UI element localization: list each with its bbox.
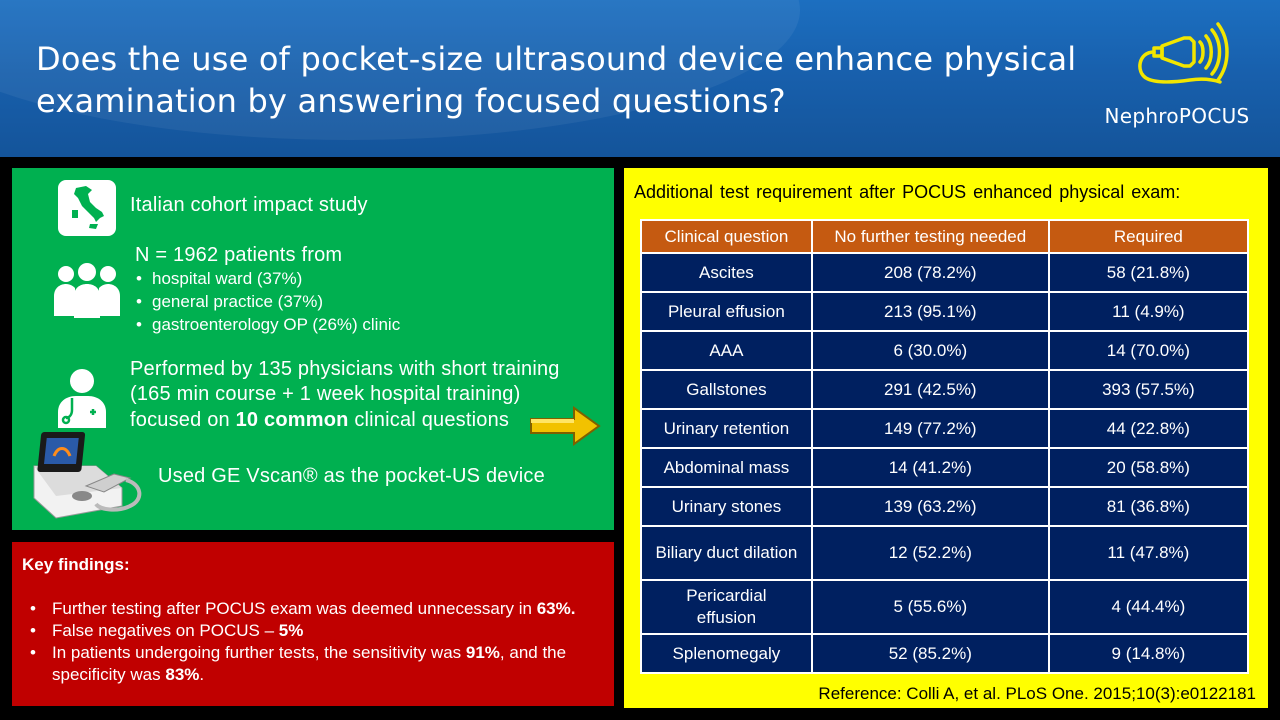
key-findings-panel: [12, 542, 614, 706]
logo-text: NephroPOCUS: [1104, 104, 1250, 128]
table-row: [641, 370, 1248, 409]
table-cell: 14 (41.2%): [812, 448, 1049, 487]
table-cell: 4 (44.4%): [1049, 580, 1248, 634]
performed-line-3-post: clinical questions: [348, 409, 510, 431]
table-cell: 6 (30.0%): [812, 331, 1049, 370]
finding-value: 83%: [165, 665, 200, 684]
table-row: [641, 253, 1248, 292]
table-row: [641, 292, 1248, 331]
table-row: [641, 331, 1248, 370]
performed-line-3-pre: focused on: [130, 409, 236, 431]
finding-value: 5%: [278, 621, 304, 640]
finding-item: [22, 598, 612, 620]
table-cell: 14 (70.0%): [1049, 331, 1248, 370]
table-cell: 208 (78.2%): [812, 253, 1049, 292]
table-cell: 139 (63.2%): [812, 487, 1049, 526]
logo: [1092, 18, 1262, 138]
ultrasound-probe-logo-icon: [1132, 18, 1232, 103]
italy-map-icon: [58, 180, 116, 236]
column-header: Clinical question: [641, 220, 812, 253]
table-row: [641, 526, 1248, 580]
cohort-label: Italian cohort impact study: [130, 194, 368, 216]
table-cell: Urinary retention: [641, 409, 812, 448]
finding-value: 63%.: [536, 599, 576, 618]
finding-item: [22, 620, 612, 642]
patients-count: N = 1962 patients from: [135, 244, 343, 266]
finding-text: False negatives on POCUS –: [52, 621, 279, 640]
header-banner: [0, 0, 1280, 157]
performed-line-3: [130, 408, 509, 433]
table-cell: Gallstones: [641, 370, 812, 409]
table-header-row: [641, 220, 1248, 253]
finding-value: 91%: [465, 643, 500, 662]
table-cell: 291 (42.5%): [812, 370, 1049, 409]
arrow-right-icon: [528, 405, 602, 447]
settings-list: [134, 267, 400, 336]
performed-line-1: Performed by 135 physicians with short training: [130, 358, 560, 380]
settings-item: • hospital ward (37%): [134, 267, 400, 290]
table-cell-text: Biliary duct dilation: [655, 543, 798, 562]
table-cell: 5 (55.6%): [812, 580, 1049, 634]
table-cell: 393 (57.5%): [1049, 370, 1248, 409]
physician-icon: [54, 368, 110, 428]
performed-line-2: (165 min course + 1 week hospital training): [130, 383, 521, 405]
key-findings-list: [22, 598, 612, 686]
table-cell: 44 (22.8%): [1049, 409, 1248, 448]
finding-text: , and the specificity was: [52, 643, 567, 684]
table-cell: AAA: [641, 331, 812, 370]
table-cell: Ascites: [641, 253, 812, 292]
settings-item: • general practice (37%): [134, 290, 400, 313]
column-header: Required: [1049, 220, 1248, 253]
table-row: [641, 448, 1248, 487]
table-cell: Abdominal mass: [641, 448, 812, 487]
ultrasound-device-icon: [26, 426, 146, 526]
table-cell: 12 (52.2%): [812, 526, 1049, 580]
finding-text: .: [199, 665, 205, 684]
device-label: Used GE Vscan® as the pocket-US device: [158, 465, 545, 487]
table-cell-text: Pericardial effusion: [686, 586, 767, 627]
settings-item: • gastroenterology OP (26%) clinic: [134, 313, 400, 336]
page-title: Does the use of pocket-size ultrasound device enhance physical examination by answering focused questions?: [36, 40, 1077, 120]
results-panel: [624, 168, 1268, 708]
table-cell: 58 (21.8%): [1049, 253, 1248, 292]
table-cell: Urinary stones: [641, 487, 812, 526]
table-row: [641, 487, 1248, 526]
patients-group-icon: [52, 262, 122, 318]
study-summary-panel: [12, 168, 614, 530]
table-cell: Pleural effusion: [641, 292, 812, 331]
results-table: [640, 219, 1249, 674]
finding-text: Further testing after POCUS exam was deemed unnecessary in: [52, 599, 537, 618]
table-cell: [641, 580, 812, 634]
table-row: [641, 634, 1248, 673]
table-cell: 11 (47.8%): [1049, 526, 1248, 580]
table-cell: 9 (14.8%): [1049, 634, 1248, 673]
table-cell: 213 (95.1%): [812, 292, 1049, 331]
table-cell: [641, 526, 812, 580]
performed-highlight: 10 common: [235, 409, 349, 431]
key-findings-title: Key findings:: [22, 555, 130, 574]
table-cell: 149 (77.2%): [812, 409, 1049, 448]
table-cell: 81 (36.8%): [1049, 487, 1248, 526]
table-row: [641, 580, 1248, 634]
finding-text: In patients undergoing further tests, the sensitivity was: [52, 643, 466, 662]
table-row: [641, 409, 1248, 448]
results-title: Additional test requirement after POCUS enhanced physical exam:: [634, 182, 1181, 202]
reference-citation: Reference: Colli A, et al. PLoS One. 2015;10(3):e0122181: [818, 684, 1256, 703]
table-cell: 11 (4.9%): [1049, 292, 1248, 331]
table-cell: 52 (85.2%): [812, 634, 1049, 673]
column-header: No further testing needed: [812, 220, 1049, 253]
finding-item: [22, 642, 612, 686]
table-cell: Splenomegaly: [641, 634, 812, 673]
table-cell: 20 (58.8%): [1049, 448, 1248, 487]
